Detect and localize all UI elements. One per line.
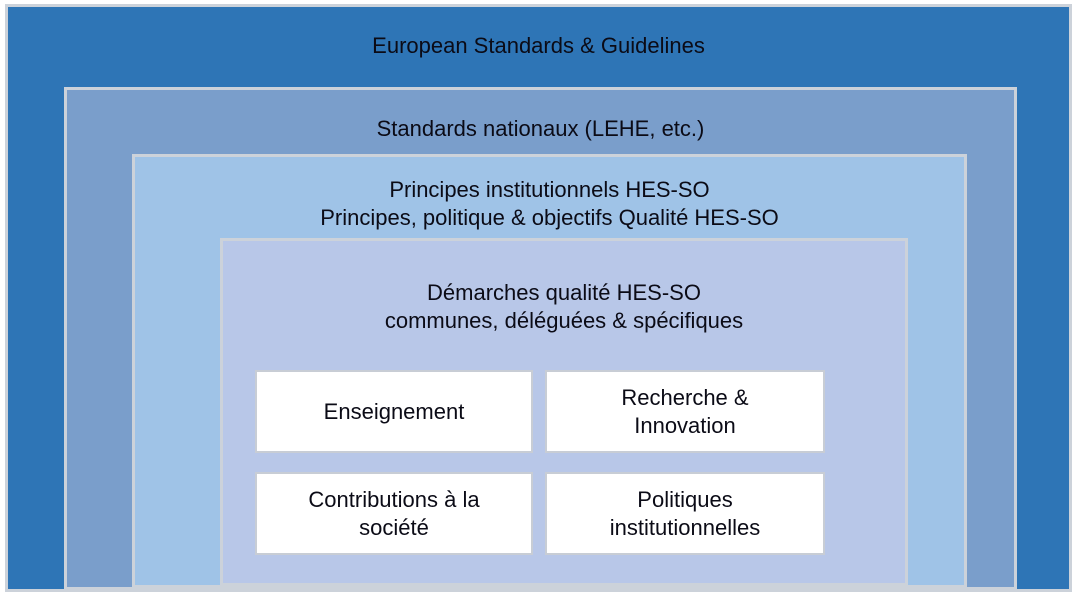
layer-title-line: Démarches qualité HES-SO [427, 280, 701, 305]
cell-label-line: Enseignement [323, 398, 465, 424]
layer-standards-nationaux [64, 87, 1017, 590]
cell-contributions-societe [255, 472, 533, 555]
cell-politiques-institutionnelles [545, 472, 825, 555]
layer-title-line: communes, déléguées & spécifiques [384, 308, 744, 333]
cell-enseignement [255, 370, 533, 453]
layer-title-demarches-qualite [223, 279, 905, 335]
layer-title-principes-institutionnels [135, 176, 964, 232]
cell-recherche-innovation [545, 370, 825, 453]
layer-title-line: Standards nationaux (LEHE, etc.) [376, 116, 705, 141]
cell-label-line: Recherche & [621, 384, 749, 410]
layer-title-line: Principes, politique & objectifs Qualité HES-SO [320, 205, 779, 230]
cell-label-line: Innovation [634, 412, 736, 438]
layer-title-line: Principes institutionnels HES-SO [389, 177, 710, 202]
cell-label-line: société [359, 514, 429, 540]
layer-demarches-qualite [220, 238, 908, 586]
cell-label-line: Contributions à la [308, 486, 480, 512]
cell-label-line: institutionnelles [609, 514, 761, 540]
cell-label-line: Politiques [637, 486, 733, 512]
layer-principes-institutionnels [132, 154, 967, 588]
layer-title-european-standards-guidelines [8, 33, 1069, 59]
layer-title-line: European Standards & Guidelines [372, 33, 705, 58]
layer-european-standards-guidelines [5, 4, 1072, 592]
layer-title-standards-nationaux [67, 116, 1014, 142]
